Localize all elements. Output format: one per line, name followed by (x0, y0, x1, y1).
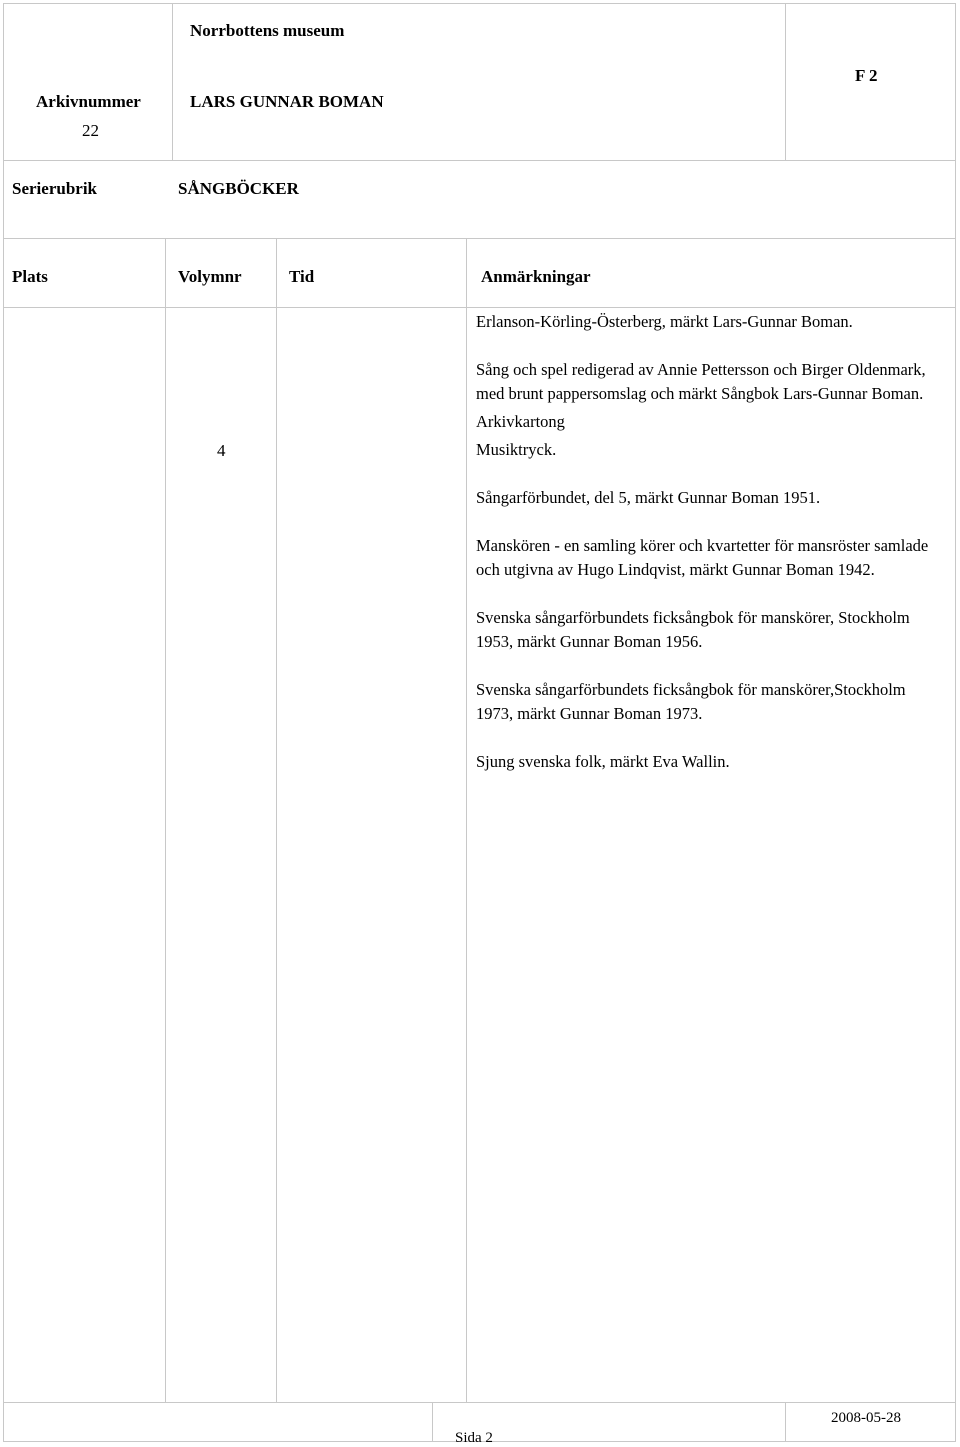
arkivnummer-label: Arkivnummer (36, 92, 141, 111)
arkivnummer-value: 22 (82, 121, 99, 140)
header-col-divider-2 (785, 3, 786, 160)
remark-item: Musiktryck. (476, 440, 557, 459)
col-divider-tid (466, 238, 467, 1402)
remark-item: Sång och spel redigerad av Annie Pettersson och Birger Oldenmark, med brunt pappersomslag och märkt Sångbok Lars-Gunnar Boman. (476, 360, 926, 403)
remark-item: Sjung svenska folk, märkt Eva Wallin. (476, 752, 730, 771)
remarks-list (476, 310, 936, 798)
print-date: 2008-05-28 (831, 1410, 901, 1426)
page-number: Sida 2 (455, 1430, 493, 1446)
header-col-divider-1 (172, 3, 173, 160)
series-label: Serierubrik (12, 179, 97, 198)
column-header-tid: Tid (289, 267, 315, 286)
archive-name: LARS GUNNAR BOMAN (190, 92, 384, 111)
col-divider-volymnr (276, 238, 277, 1402)
columns-divider (3, 307, 956, 308)
remark-item: Svenska sångarförbundets ficksångbok för manskörer, Stockholm 1953, märkt Gunnar Boman 1956. (476, 608, 910, 651)
remark-item: Erlanson-Körling-Österberg, märkt Lars-Gunnar Boman. (476, 312, 853, 331)
footer-col-divider-2 (785, 1402, 786, 1442)
column-header-volymnr: Volymnr (178, 267, 242, 286)
volume-number: 4 (217, 441, 226, 460)
column-header-anmarkningar: Anmärkningar (481, 267, 591, 286)
footer-divider (3, 1402, 956, 1403)
remark-item: Manskören - en samling körer och kvartetter för mansröster samlade och utgivna av Hugo Lindqvist, märkt Gunnar Boman 1942. (476, 536, 929, 579)
col-divider-plats (165, 238, 166, 1402)
column-header-plats: Plats (12, 267, 48, 286)
header-divider (3, 160, 956, 161)
remark-item: Svenska sångarförbundets ficksångbok för manskörer,Stockholm 1973, märkt Gunnar Boman 1973. (476, 680, 906, 723)
remark-item: Arkivkartong (476, 412, 565, 431)
series-value: SÅNGBÖCKER (178, 179, 299, 198)
footer-col-divider-1 (432, 1402, 433, 1442)
museum-name: Norrbottens museum (190, 21, 345, 40)
series-divider (3, 238, 956, 239)
series-code: F 2 (855, 66, 878, 85)
remark-item: Sångarförbundet, del 5, märkt Gunnar Boman 1951. (476, 488, 821, 507)
